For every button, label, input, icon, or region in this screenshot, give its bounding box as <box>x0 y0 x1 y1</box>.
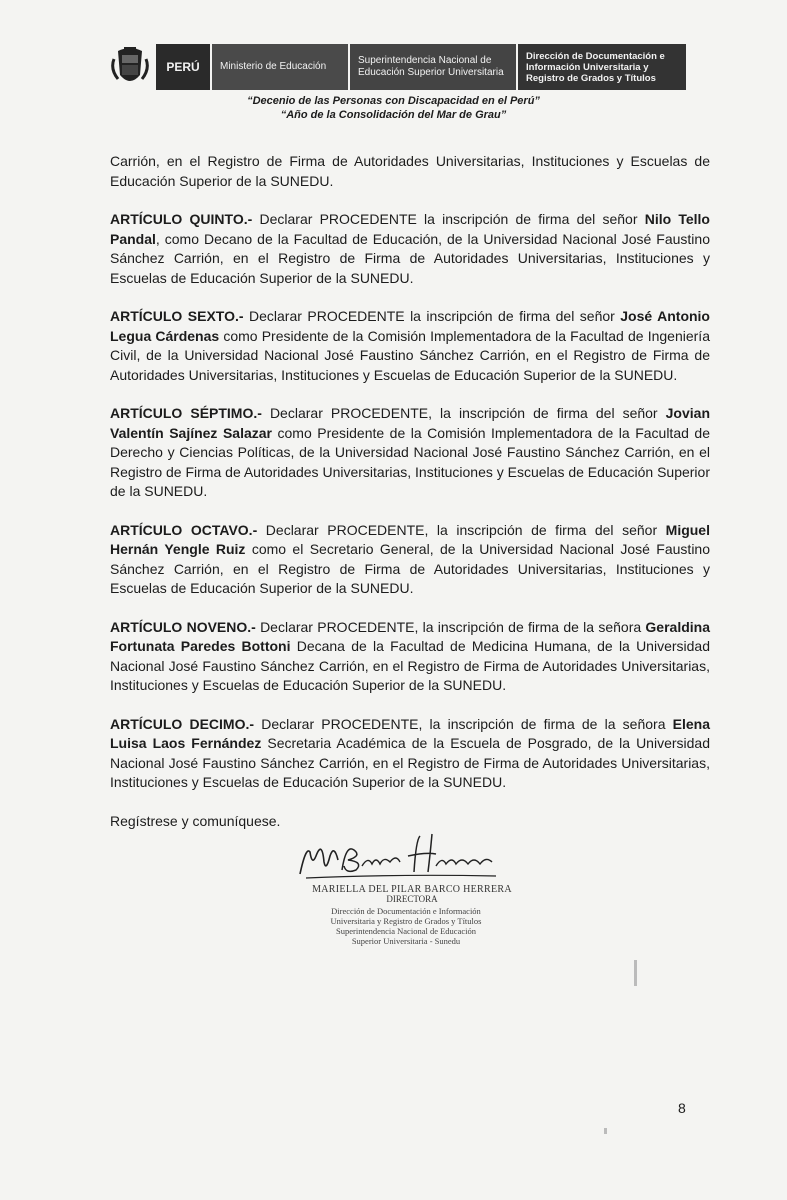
article-noveno: ARTÍCULO NOVENO.- Declarar PROCEDENTE, la inscripción de firma de la señora Geraldina Fortunata Paredes Bottoni Decana de la Facultad de Medicina Humana, de la Universidad Nacional José Faustino Sánchez Carrión, en el Registro de Firma de Autoridades Universitarias, Instituciones y Escuelas de Educación Superior de la SUNEDU. <box>110 618 710 693</box>
article-heading: ARTÍCULO NOVENO.- <box>110 618 256 635</box>
article-heading: ARTÍCULO DECIMO.- <box>110 715 255 732</box>
article-heading: ARTÍCULO OCTAVO.- <box>110 521 258 538</box>
handwritten-signature-icon <box>296 826 536 886</box>
scan-artifact <box>634 960 637 986</box>
scan-artifact <box>604 1128 607 1134</box>
peru-coat-of-arms-icon <box>104 44 156 90</box>
person-name: Nilo Tello Pandal <box>110 211 710 247</box>
decenio-motto <box>0 94 787 122</box>
article-octavo: ARTÍCULO OCTAVO.- Declarar PROCEDENTE, la inscripción de firma del señor Miguel Hernán Yengle Ruiz como el Secretario General, de la Universidad Nacional José Faustino Sánchez Carrión, en el Registro de Firma de Autoridades Universitarias, Instituciones y Escuelas de Educación Superior de la SUNEDU. <box>110 521 711 596</box>
article-heading: ARTÍCULO QUINTO.- <box>110 211 253 227</box>
person-name: Miguel Hernán Yengle Ruiz <box>110 521 710 557</box>
person-name: Elena Luisa Laos Fernández <box>110 715 711 751</box>
person-name: Geraldina Fortunata Paredes Bottoni <box>110 618 710 654</box>
closing-line: Regístrese y comuníquese. <box>110 812 281 829</box>
signatory-title: DIRECTORA <box>386 894 438 904</box>
article-heading: ARTÍCULO SEXTO.- <box>110 308 244 324</box>
header-direccion: Dirección de Documentación e Información Universitaria y Registro de Grados y Títulos <box>518 44 686 90</box>
continuation-paragraph: Carrión, en el Registro de Firma de Autoridades Universitarias, Instituciones y Escuelas de Educación Superior de la SUNEDU. <box>110 153 710 189</box>
person-name: Jovian Valentín Sajínez Salazar <box>110 405 710 441</box>
article-septimo: ARTÍCULO SÉPTIMO.- Declarar PROCEDENTE, la inscripción de firma del señor Jovian Valentín Sajínez Salazar como Presidente de la Comisión Implementadora de la Facultad de Derecho y Ciencias Políticas, de la Universidad Nacional José Faustino Sánchez Carrión, en el Registro de Firma de Autoridades Universitarias, Instituciones y Escuelas de Educación Superior de la SUNEDU. <box>110 405 710 499</box>
signature-block <box>296 826 536 966</box>
article-decimo: ARTÍCULO DECIMO.- Declarar PROCEDENTE, la inscripción de firma de la señora Elena Luisa Laos Fernández Secretaria Académica de la Escuela de Posgrado, de la Universidad Nacional José Faustino Sánchez Carrión, en el Registro de Firma de Autoridades Universitarias, Instituciones y Escuelas de Educación Superior de la SUNEDU. <box>110 715 711 790</box>
signatory-name: MARIELLA DEL PILAR BARCO HERRERA <box>312 884 512 895</box>
decenio-line-2: “Año de la Consolidación del Mar de Grau” <box>280 109 507 121</box>
article-heading: ARTÍCULO SÉPTIMO.- <box>110 405 262 421</box>
article-quinto: ARTÍCULO QUINTO.- Declarar PROCEDENTE la inscripción de firma del señor Nilo Tello Pandal, como Decano de la Facultad de Educación, de la Universidad Nacional José Faustino Sánchez Carrión, en el Registro de Firma de Autoridades Universitarias, Instituciones y Escuelas de Educación Superior de la SUNEDU. <box>110 211 710 286</box>
header-superintendencia: Superintendencia Nacional de Educación Superior Universitaria <box>350 44 518 90</box>
header-ministry: Ministerio de Educación <box>212 44 350 90</box>
institutional-header <box>104 44 686 90</box>
article-sexto: ARTÍCULO SEXTO.- Declarar PROCEDENTE la inscripción de firma del señor José Antonio Legua Cárdenas como Presidente de la Comisión Implementadora de la Facultad de Ingeniería Civil, de la Universidad Nacional José Faustino Sánchez Carrión, en el Registro de Firma de Autoridades Universitarias, Instituciones y Escuelas de Educación Superior de la SUNEDU. <box>110 308 710 383</box>
document-body <box>110 152 710 850</box>
page-number: 8 <box>678 1100 686 1116</box>
decenio-line-1: “Decenio de las Personas con Discapacidad en el Perú” <box>247 95 540 107</box>
header-country: PERÚ <box>156 44 212 90</box>
signatory-department: Dirección de Documentación e Información Universitaria y Registro de Grados y Títulos Superintendencia Nacional de Educación Superior Universitaria - Sunedu <box>330 906 482 946</box>
person-name: José Antonio Legua Cárdenas <box>110 308 710 344</box>
